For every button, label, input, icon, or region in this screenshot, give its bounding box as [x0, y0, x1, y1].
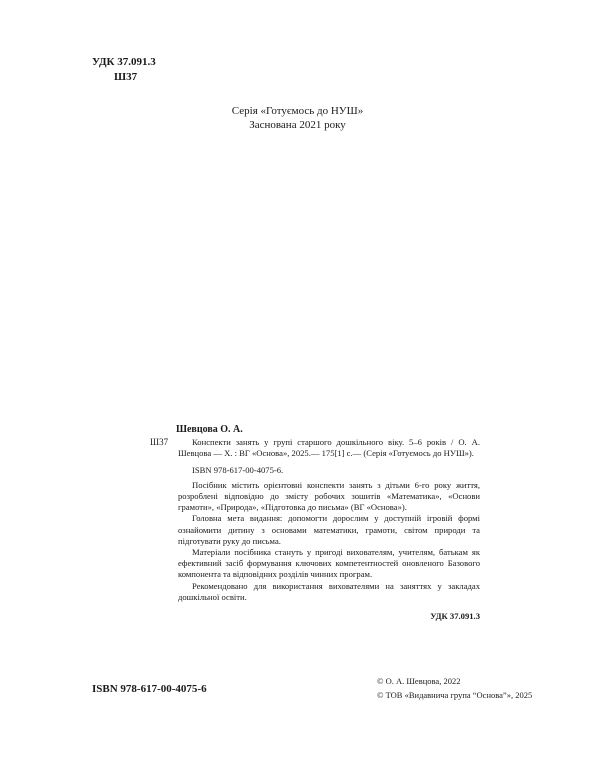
- copyright-block: [377, 674, 532, 702]
- udk-header: [92, 55, 156, 85]
- copyright-publisher: © ТОВ «Видавнича група “Основа”», 2025: [377, 690, 533, 700]
- catalog-annotation: [178, 480, 480, 622]
- series-founded: Заснована 2021 року: [249, 119, 346, 131]
- catalog-code: Ш37: [150, 437, 169, 447]
- catalog-udk: УДК 37.091.3: [430, 611, 480, 622]
- series-block: [0, 104, 595, 132]
- catalog-isbn: ISBN 978-617-00-4075-6.: [192, 464, 284, 475]
- annotation-paragraph: Посібник містить орієнтовні конспекти занять з дітьми 6-го року життя, розроблені відповідно до змісту робочих зошитів «Математика», «Основи грамоти», «Природа», «Підготовка до письма» (ВГ «Основа»).: [178, 479, 480, 513]
- udk-top-number: УДК 37.091.3: [92, 56, 156, 68]
- footer-isbn: ISBN 978-617-00-4075-6: [92, 683, 207, 695]
- catalog-author: Шевцова О. А.: [176, 424, 243, 435]
- series-title: Серія «Готуємось до НУШ»: [231, 105, 364, 117]
- annotation-paragraph: Головна мета видання: допомогти дорослим у доступній ігровій формі ознайомити дитину з основами математики, грамоти, світом природи та підготувати руку до письма.: [178, 513, 480, 546]
- copyright-author: © О. А. Шевцова, 2022: [377, 676, 461, 686]
- catalog-description: Конспекти занять у групі старшого дошкільного віку. 5–6 років / О. А. Шевцова — Х. : ВГ «Основа», 2025.— 175[1] с.— (Серія «Готуємось до НУШ»).: [178, 437, 480, 459]
- catalog-card: [150, 424, 480, 622]
- udk-top-code: Ш37: [114, 71, 138, 83]
- annotation-paragraph: Матеріали посібника стануть у пригоді вихователям, учителям, батькам як ефективний засіб формування ключових компетентностей оновленого Базового компонента та відповідних розділів чинних програм.: [178, 547, 480, 580]
- annotation-paragraph: Рекомендовано для використання вихователями на заняттях у закладах дошкільної освіти.: [178, 580, 480, 602]
